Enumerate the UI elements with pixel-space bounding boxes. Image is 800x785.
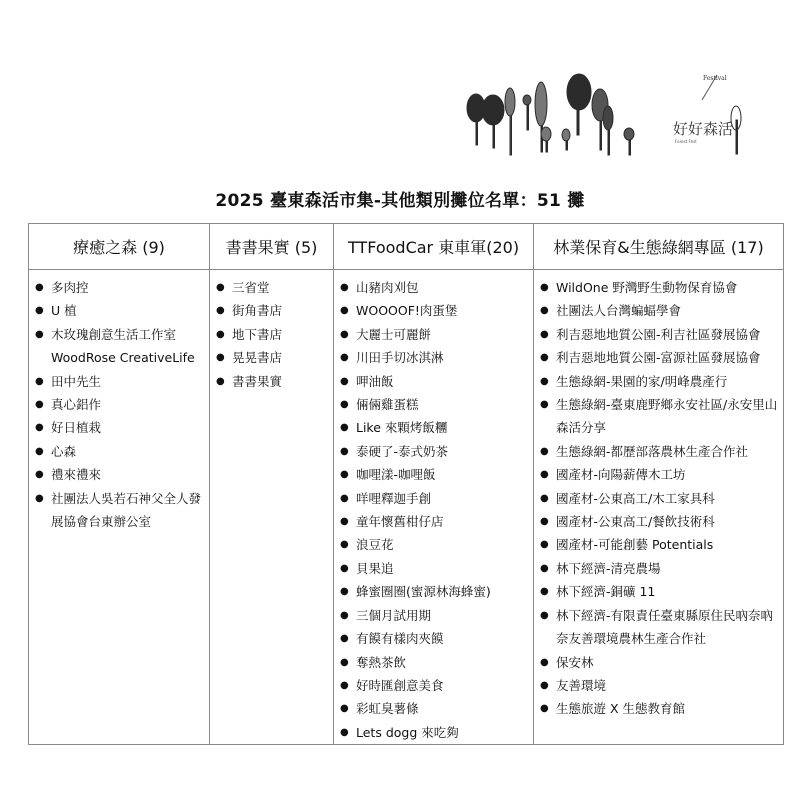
list-item: ● 多肉控 xyxy=(35,276,209,299)
column-header: 書書果實 (5) xyxy=(210,224,334,270)
list-item: ● 地下書店 xyxy=(216,323,333,346)
list-item: ● 社團法人吳若石神父全人發展協會台東辦公室 xyxy=(35,487,209,534)
festival-logo xyxy=(455,70,755,165)
column-cell xyxy=(210,270,334,745)
list-item: ● 利吉惡地地質公園-利吉社區發展協會 xyxy=(540,323,783,346)
list-item: ● 呷油飯 xyxy=(340,370,533,393)
list-item: ● 街角書店 xyxy=(216,299,333,322)
list-item: ● 林下經濟-清亮農場 xyxy=(540,557,783,580)
list-item: ● 川田手切冰淇淋 xyxy=(340,346,533,369)
list-item: ● 禮來禮來 xyxy=(35,463,209,486)
list-item: ● WOOOOF!肉蛋堡 xyxy=(340,299,533,322)
list-item: ● 木玫瑰創意生活工作室 WoodRose CreativeLife xyxy=(35,323,209,370)
list-item: ● 田中先生 xyxy=(35,370,209,393)
list-item: ● 奪熱茶飲 xyxy=(340,651,533,674)
list-item: ● 晃晃書店 xyxy=(216,346,333,369)
list-item: ● WildOne 野灣野生動物保育協會 xyxy=(540,276,783,299)
vendor-list xyxy=(540,276,783,721)
column-header: TTFoodCar 東車軍(20) xyxy=(334,224,534,270)
table-row xyxy=(29,270,784,745)
list-item: ● 咖哩漾-咖哩飯 xyxy=(340,463,533,486)
list-item: ● 國產材-向陽薪傳木工坊 xyxy=(540,463,783,486)
list-item: ● 倆倆雞蛋糕 xyxy=(340,393,533,416)
list-item: ● 蜂蜜圈圈(蜜源林海蜂蜜) xyxy=(340,580,533,603)
list-item: ● 三個月試用期 xyxy=(340,604,533,627)
list-item: ● 童年懷舊柑仔店 xyxy=(340,510,533,533)
list-item: ● Like 來顆烤飯糰 xyxy=(340,416,533,439)
list-item: ● 泰硬了-泰式奶茶 xyxy=(340,440,533,463)
list-item: ● 浪豆花 xyxy=(340,533,533,556)
list-item: ● 國產材-公東高工/餐飲技術科 xyxy=(540,510,783,533)
column-cell xyxy=(534,270,784,745)
vendor-list xyxy=(35,276,209,533)
list-item: ● 有饃有樣肉夾饃 xyxy=(340,627,533,650)
list-item: ● 生態旅遊 X 生態教育館 xyxy=(540,697,783,720)
list-item: ● 好時匯創意美食 xyxy=(340,674,533,697)
table-header-row xyxy=(29,224,784,270)
brand-subtext: Forest Fest xyxy=(675,139,697,144)
vendor-list xyxy=(216,276,333,393)
festival-label: Festival xyxy=(703,75,727,82)
list-item: ● U 植 xyxy=(35,299,209,322)
column-cell xyxy=(29,270,210,745)
column-header: 療癒之森 (9) xyxy=(29,224,210,270)
list-item: ● 利吉惡地地質公園-富源社區發展協會 xyxy=(540,346,783,369)
list-item: ● 林下經濟-銅礦 11 xyxy=(540,580,783,603)
list-item: ● 心森 xyxy=(35,440,209,463)
list-item: ● 生態綠網-都歷部落農林生產合作社 xyxy=(540,440,783,463)
vendor-list xyxy=(340,276,533,744)
list-item: ● 貝果追 xyxy=(340,557,533,580)
list-item: ● 彩虹臭薯條 xyxy=(340,697,533,720)
list-item: ● 保安林 xyxy=(540,651,783,674)
list-item: ● 好日植栽 xyxy=(35,416,209,439)
list-item: ● 友善環境 xyxy=(540,674,783,697)
list-item: ● 林下經濟-有限責任臺東縣原住民吶奈吶奈友善環境農林生產合作社 xyxy=(540,604,783,651)
list-item: ● 生態綠網-臺東鹿野鄉永安社區/永安里山森活分享 xyxy=(540,393,783,440)
list-item: ● 社團法人台灣蝙蝠學會 xyxy=(540,299,783,322)
list-item: ● 國產材-公東高工/木工家具科 xyxy=(540,487,783,510)
list-item: ● 咩哩釋迦手創 xyxy=(340,487,533,510)
list-item: ● 書書果實 xyxy=(216,370,333,393)
column-cell xyxy=(334,270,534,745)
brand-text: 好好森活 xyxy=(673,120,734,138)
vendor-table xyxy=(28,223,784,745)
list-item: ● Lets dogg 來吃夠 xyxy=(340,721,533,744)
list-item: ● 山豬肉刈包 xyxy=(340,276,533,299)
list-item: ● 生態綠網-果園的家/明峰農產行 xyxy=(540,370,783,393)
column-header: 林業保育&生態綠網專區 (17) xyxy=(534,224,784,270)
list-item: ● 真心鋁作 xyxy=(35,393,209,416)
list-item: ● 大麗士可麗餅 xyxy=(340,323,533,346)
page-title: 2025 臺東森活市集-其他類別攤位名單：51 攤 xyxy=(215,191,585,211)
forest-trees-illustration xyxy=(455,70,755,165)
list-item: ● 國產材-可能創藝 Potentials xyxy=(540,533,783,556)
list-item: ● 三省堂 xyxy=(216,276,333,299)
